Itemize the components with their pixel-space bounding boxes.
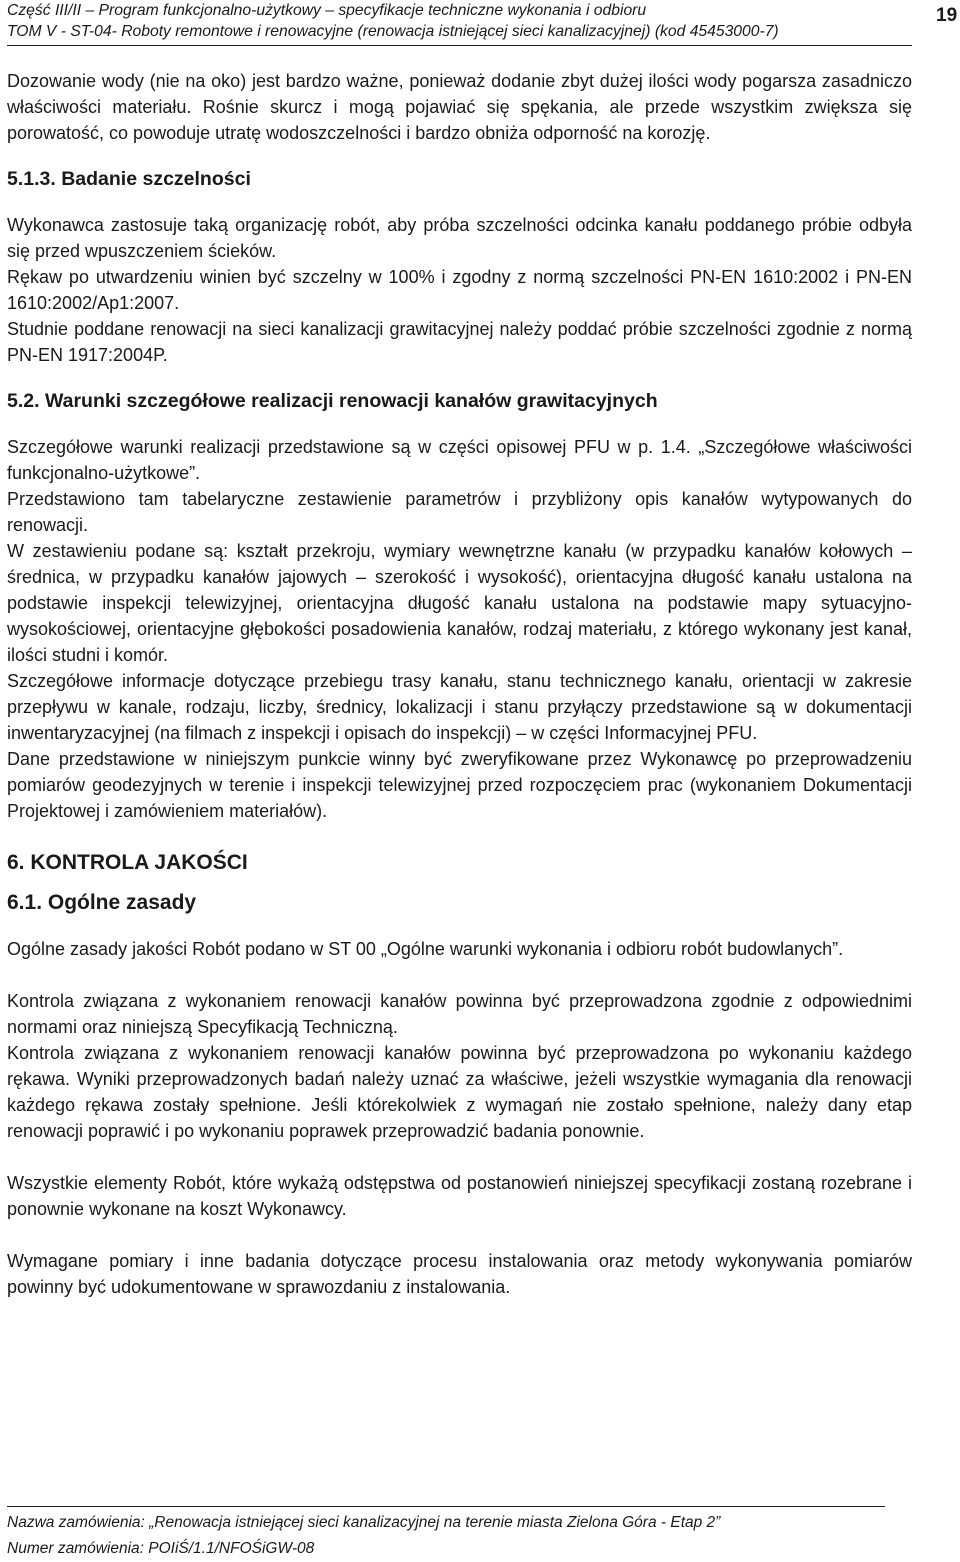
header-volume-title: TOM V - ST-04- Roboty remontowe i renowacyjne (renowacja istniejącej sieci kanalizacyjnej) (kod 45453000-7) [7, 23, 779, 40]
section-5-2 [7, 388, 912, 824]
footer-divider [7, 1506, 885, 1507]
paragraph-intro: Dozowanie wody (nie na oko) jest bardzo ważne, ponieważ dodanie zbyt dużej ilości wody pogarsza zasadniczo właściwości materiału. Rośnie skurcz i mogą pojawiać się spękania, ale przede wszystkim zwiększa się porowatość, co powoduje utratę wodoszczelności i bardzo obniża odporność na korozję. [7, 71, 912, 143]
footer-order-number: Numer zamówienia: POIiŚ/1.1/NFOŚiGW-08 [7, 1540, 315, 1557]
section-6-1 [7, 890, 912, 1300]
section-5-1-3 [7, 166, 912, 368]
footer-order-name: Nazwa zamówienia: „Renowacja istniejącej sieci kanalizacyjnej na terenie miasta Zielona Góra - Etap 2” [7, 1514, 721, 1531]
paragraph: W zestawieniu podane są: kształt przekroju, wymiary wewnętrzne kanału (w przypadku kanałów kołowych – średnica, w przypadku kanałów jajowych – szerokość i wysokość), orientacyjna długość kanału ustalona na podstawie inspekcji telewizyjnej, orientacyjna długość kanału ustalona na podstawie mapy sytuacyjno-wysokościowej, orientacyjne głębokości posadowienia kanałów, rodzaj materiału, z którego wykonany jest kanał, ilości studni i komór. [7, 541, 912, 665]
chapter-heading-6: 6. KONTROLA JAKOŚCI [7, 851, 248, 874]
section-heading-6-1: 6.1. Ogólne zasady [7, 891, 197, 914]
header-divider [7, 45, 912, 46]
paragraph: Wymagane pomiary i inne badania dotyczące procesu instalowania oraz metody wykonywania pomiarów powinny być udokumentowane w sprawozdaniu z instalowania. [7, 1251, 912, 1297]
paragraph: Kontrola związana z wykonaniem renowacji kanałów powinna być przeprowadzona zgodnie z odpowiednimi normami oraz niniejszą Specyfikacją Techniczną. [7, 991, 912, 1037]
paragraph: Przedstawiono tam tabelaryczne zestawienie parametrów i przybliżony opis kanałów wytypowanych do renowacji. [7, 489, 912, 535]
section-heading-5-1-3: 5.1.3. Badanie szczelności [7, 168, 251, 190]
page-number: 19 [936, 5, 958, 26]
section-heading-5-2: 5.2. Warunki szczegółowe realizacji renowacji kanałów grawitacyjnych [7, 390, 658, 412]
paragraph: Rękaw po utwardzeniu winien być szczelny w 100% i zgodny z normą szczelności PN-EN 1610:2002 i PN-EN 1610:2002/Ap1:2007. [7, 267, 912, 313]
paragraph: Studnie poddane renowacji na sieci kanalizacji grawitacyjnej należy poddać próbie szczelności zgodnie z normą PN-EN 1917:2004P. [7, 319, 912, 365]
paragraph: Ogólne zasady jakości Robót podano w ST 00 „Ogólne warunki wykonania i odbioru robót budowlanych”. [7, 939, 844, 959]
paragraph: Kontrola związana z wykonaniem renowacji kanałów powinna być przeprowadzona po wykonaniu każdego rękawa. Wyniki przeprowadzonych badań należy uznać za właściwe, jeżeli wszystkie wymagania dla renowacji każdego rękawa zostały spełnione. Jeśli którekolwiek z wymagań nie zostało spełnione, należy dany etap renowacji poprawić i po wykonaniu poprawek przeprowadzić badania ponownie. [7, 1043, 912, 1141]
paragraph: Dane przedstawione w niniejszym punkcie winny być zweryfikowane przez Wykonawcę po przeprowadzeniu pomiarów geodezyjnych w terenie i inspekcji telewizyjnej przed rozpoczęciem prac (wykonaniem Dokumentacji Projektowej i zamówieniem materiałów). [7, 749, 912, 821]
header-document-part: Część III/II – Program funkcjonalno-użytkowy – specyfikacje techniczne wykonania i odbioru [7, 2, 647, 19]
paragraph: Szczegółowe warunki realizacji przedstawione są w części opisowej PFU w p. 1.4. „Szczegółowe właściwości funkcjonalno-użytkowe”. [7, 437, 912, 483]
paragraph: Szczegółowe informacje dotyczące przebiegu trasy kanału, stanu technicznego kanału, orientacji w zakresie przepływu w kanale, rodzaju, liczby, średnicy, lokalizacji i stanu przyłączy przedstawione są w dokumentacji inwentaryzacyjnej (na filmach z inspekcji i opisach do inspekcji) – w części Informacyjnej PFU. [7, 671, 912, 743]
section-6 [7, 850, 912, 876]
paragraph: Wszystkie elementy Robót, które wykażą odstępstwa od postanowień niniejszej specyfikacji zostaną rozebrane i ponownie wykonane na koszt Wykonawcy. [7, 1173, 912, 1219]
document-body [7, 68, 912, 1300]
paragraph: Wykonawca zastosuje taką organizację robót, aby próba szczelności odcinka kanału poddanego próbie odbyła się przed wpuszczeniem ścieków. [7, 215, 912, 261]
